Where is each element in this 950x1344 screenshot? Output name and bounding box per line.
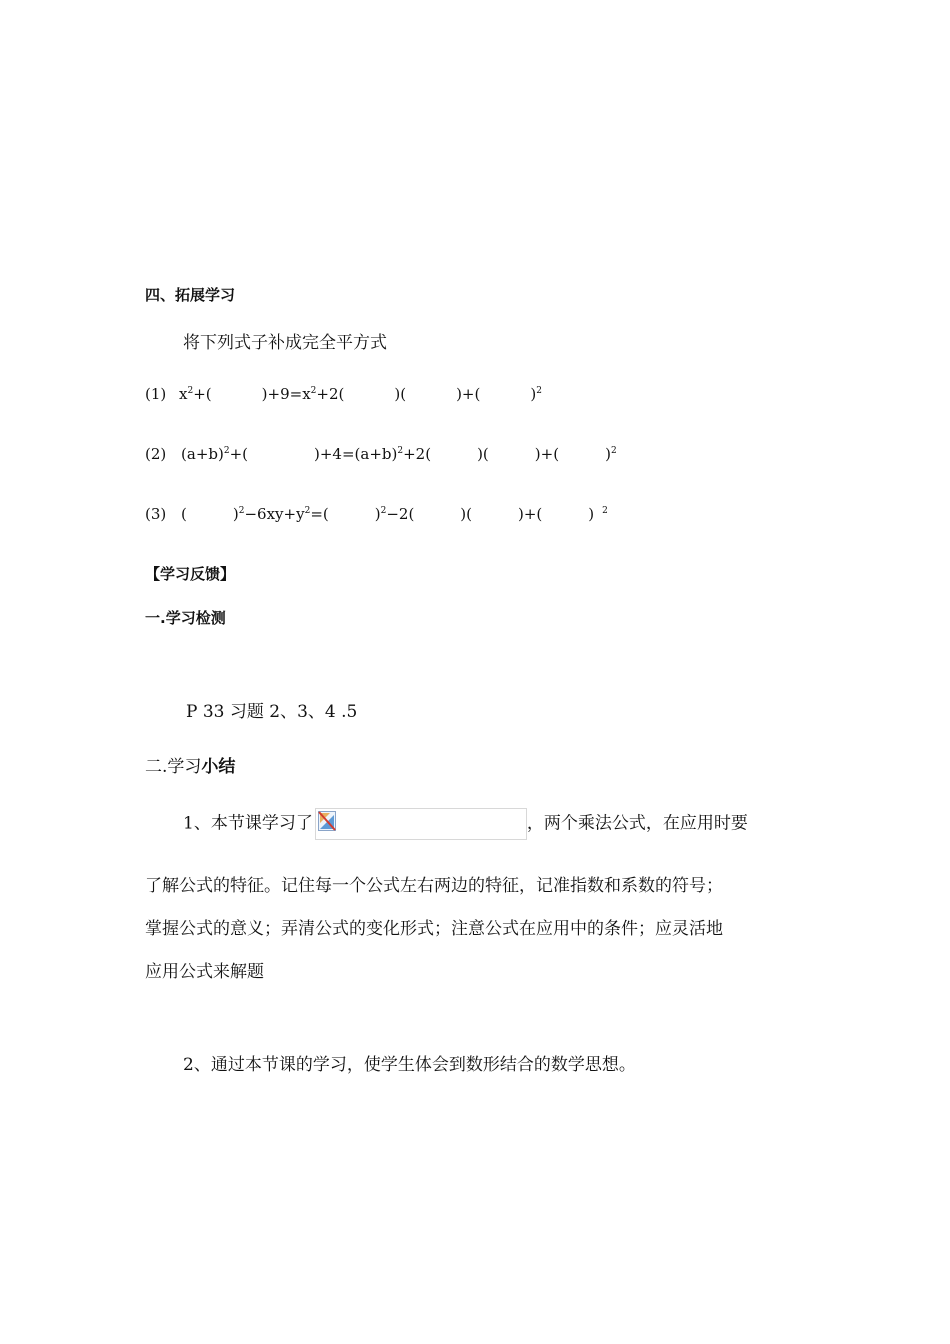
check-heading: 一.学习检测 <box>145 609 226 627</box>
section-heading-extension: 四、拓展学习 <box>145 286 236 304</box>
instruction-text: 将下列式子补成完全平方式 <box>183 333 387 353</box>
summary-paragraph-1-lead: 1、本节课学习了 ，两个乘法公式，在应用时要 <box>183 808 748 840</box>
formula-1: (1) $x^2+$( )$+9=x^2+2$( )( )+( )$^2$ <box>145 385 542 403</box>
summary-line: 应用公式来解题 <box>145 962 264 982</box>
formula-1-number: (1) <box>145 385 167 403</box>
summary-line: 了解公式的特征。记住每一个公式左右两边的特征，记准指数和系数的符号； <box>145 876 723 896</box>
summary-paragraph-2: 2、通过本节课的学习，使学生体会到数形结合的数学思想。 <box>183 1055 636 1075</box>
summary-line: 掌握公式的意义；弄清公式的变化形式；注意公式在应用中的条件；应灵活地 <box>145 919 723 939</box>
exercise-reference: P 33 习题 2、3、4 .5 <box>186 702 358 722</box>
broken-image-icon <box>315 808 527 840</box>
summary-heading: 二.学习小结 <box>145 757 236 777</box>
feedback-heading: 【学习反馈】 <box>145 565 236 583</box>
formula-3-number: (3) <box>145 505 167 523</box>
formula-2-number: (2) <box>145 445 167 463</box>
formula-2: (2) $(a+b)^2+$( )$+4=(a+b)^2+2$( )( )+( )$^2$ <box>145 445 617 463</box>
formula-3: (3) ( )$^2-6xy+y^2=$( )$^2$−2( )( )+( ) $^2$ <box>145 505 608 523</box>
